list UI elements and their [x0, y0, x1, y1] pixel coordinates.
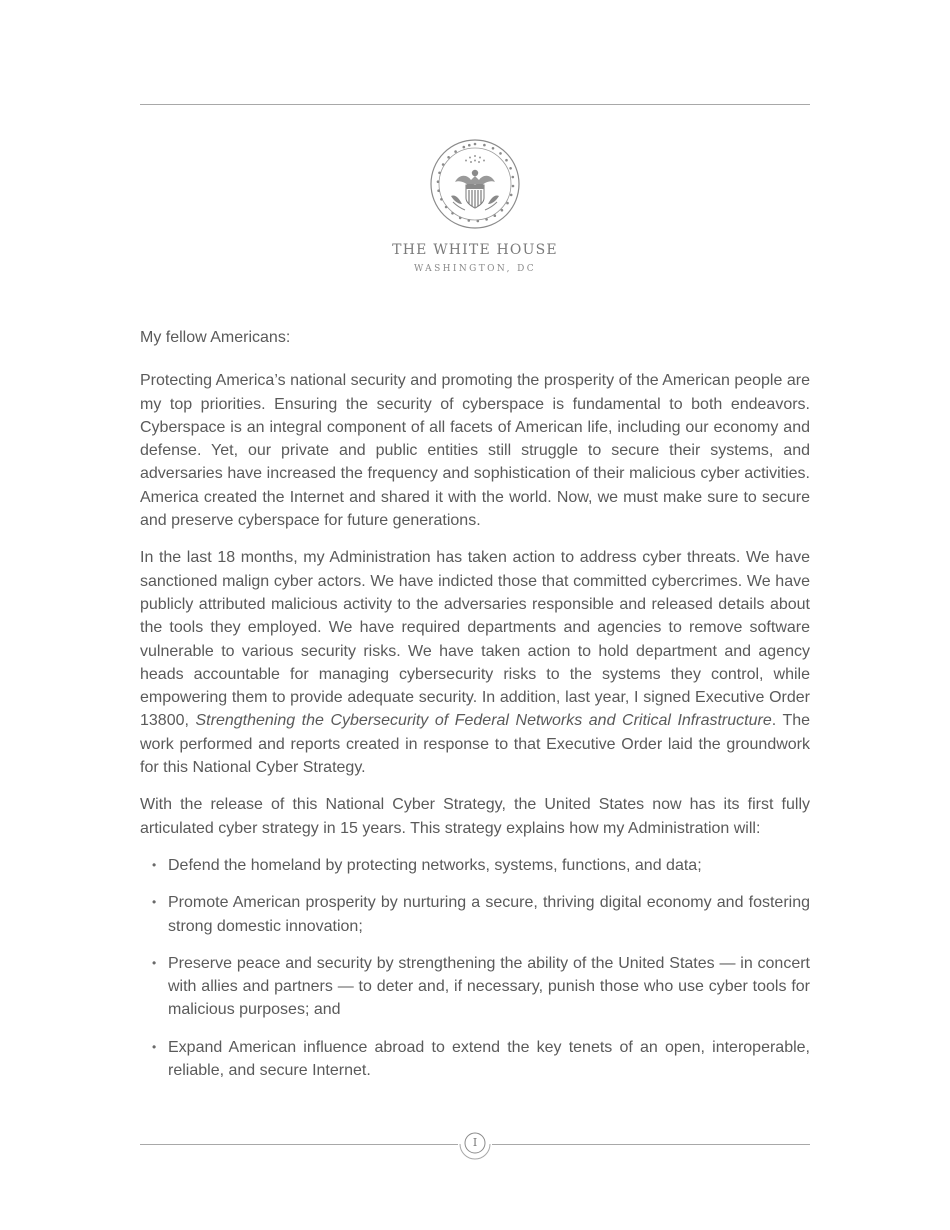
letterhead — [0, 138, 950, 274]
page-number: I — [472, 1136, 478, 1149]
letterhead-location: WASHINGTON, DC — [413, 264, 537, 274]
list-item-text: Expand American influence abroad to extend the key tenets of an open, interoperable, reliable, and secure Internet. — [168, 1038, 810, 1080]
executive-order-title: Strengthening the Cybersecurity of Federal Networks and Critical Infrastructure — [195, 712, 772, 730]
bullet-icon: • — [152, 857, 157, 872]
list-item — [140, 854, 810, 877]
list-item-text: Defend the homeland by protecting networks, systems, functions, and data; — [168, 856, 702, 874]
strategy-list — [140, 854, 810, 1082]
list-item — [140, 1036, 810, 1083]
paragraph-1: Protecting America’s national security and promoting the prosperity of the American people are my top priorities. Ensuring the security of cyberspace is fundamental to both endeavors. Cyberspace is an integral component of all facets of American life, including our economy and defense. Yet, our private and public entities still struggle to secure their systems, and adversaries have increased the frequency and sophistication of their malicious cyber activities. America created the Internet and shared it with the world. Now, we must make sure to secure and preserve cyberspace for future generations. — [140, 372, 810, 530]
paragraph-2-end: . The work performed and reports created in response to that Executive Order laid the groundwork for this National Cyber Strategy. — [140, 712, 811, 777]
list-item — [140, 952, 810, 1022]
footer-divider-right — [492, 1144, 810, 1145]
page-number-badge — [459, 1128, 491, 1160]
list-item-text: Preserve peace and security by strengthening the ability of the United States — in concert with allies and partners — to deter and, if necessary, punish those who use cyber tools for malicious purposes; and — [168, 954, 810, 1019]
presidential-seal-icon — [429, 138, 521, 230]
paragraph-2-start: In the last 18 months, my Administration has taken action to address cyber threats. We have sanctioned malign cyber actors. We have indicted those that committed cybercrimes. We have publicly attributed malicious activity to the adversaries responsible and released details about the tools they employed. We have required departments and agencies to remove software vulnerable to various security risks. We have taken action to hold department and agency heads accountable for managing cybersecurity risks to the systems they control, while empowering them to provide adequate security. In addition, last year, I signed Executive Order 13800, — [140, 549, 810, 730]
paragraph-2 — [140, 546, 810, 779]
bullet-icon: • — [152, 955, 157, 970]
bullet-icon: • — [152, 1039, 157, 1054]
salutation: My fellow Americans: — [140, 329, 291, 346]
page-footer — [140, 1128, 810, 1162]
footer-divider-left — [140, 1144, 458, 1145]
letterhead-title: THE WHITE HOUSE — [392, 242, 558, 258]
list-item-text: Promote American prosperity by nurturing a secure, thriving digital economy and fostering strong domestic innovation; — [168, 894, 810, 935]
bullet-icon: • — [152, 895, 157, 910]
list-item — [140, 891, 810, 938]
letter-body — [140, 326, 810, 1096]
paragraph-3: With the release of this National Cyber Strategy, the United States now has its first fully articulated cyber strategy in 15 years. This strategy explains how my Administration will: — [140, 796, 810, 837]
top-divider — [140, 104, 810, 105]
